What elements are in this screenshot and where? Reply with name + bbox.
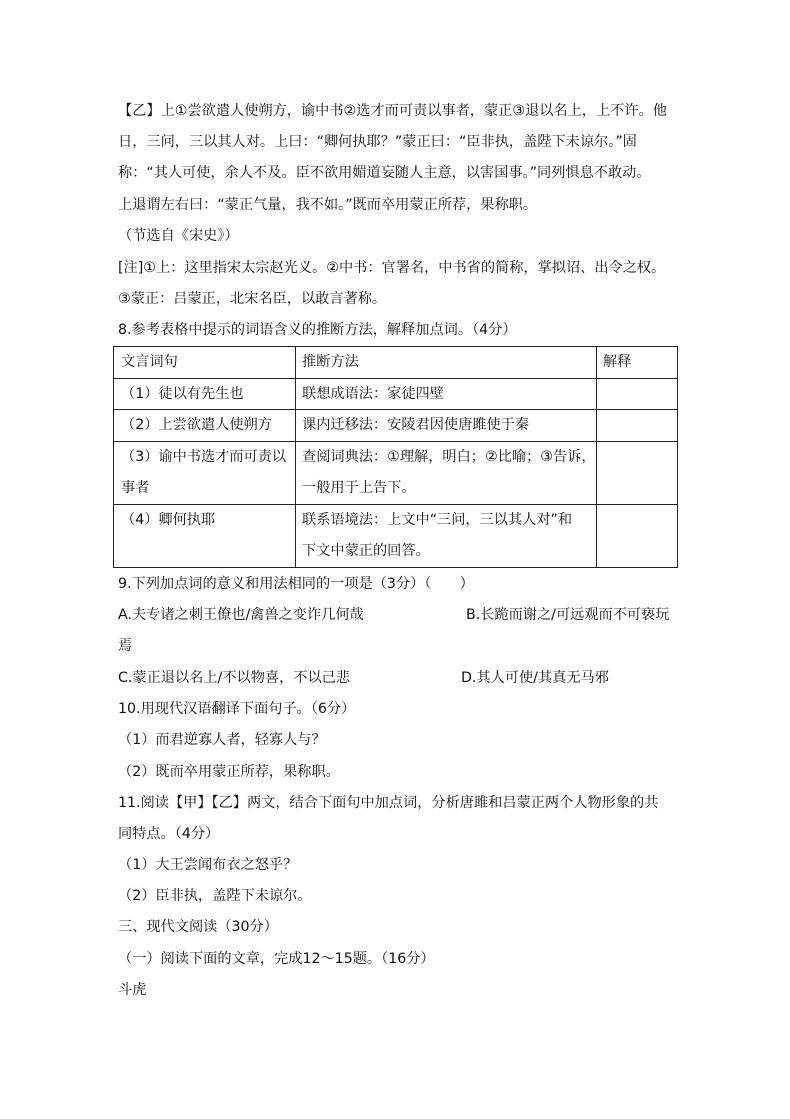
q11-item-1: （1）大王尝闻布衣之怒乎？: [118, 857, 298, 873]
q8-row-1-method: 联想成语法：家徒四壁: [302, 386, 444, 402]
q8-header-answer: 解释: [603, 354, 632, 370]
q10-prompt: 10.用现代汉语翻译下面句子。（6分）: [118, 701, 356, 717]
q11-prompt-line-1: 11.阅读【甲】【乙】两文，结合下面句中加点词，分析唐雎和吕蒙正两个人物形象的共: [118, 795, 659, 811]
q8-row-4-method-cont: 下文中蒙正的回答。: [302, 543, 430, 559]
q8-prompt: 8.参考表格中提示的词语含义的推断方法，解释加点词。（4分）: [118, 322, 517, 338]
passage-b-line-2: 日，三问，三以其人对。上曰：“卿何执耶？”蒙正曰：“臣非执，盖陛下未谅尔。”固: [118, 134, 637, 150]
section-3-subheading: （一）阅读下面的文章，完成12～15题。（16分）: [118, 951, 435, 967]
q10-item-2: （2）既而卒用蒙正所荐，果称职。: [118, 764, 340, 780]
passage-b-line-1: 【乙】上①尝欲遣人使朔方，谕中书②选才而可责以事者，蒙正③退以名上，上不许。他: [118, 103, 667, 119]
q8-row-3-phrase-cont: 事者: [121, 480, 150, 496]
passage-b-note-1: [注]①上：这里指宋太宗赵光义。②中书：官署名，中书省的简称，掌拟诏、出令之权。: [118, 260, 666, 276]
q11-item-2: （2）臣非执，盖陛下未谅尔。: [118, 888, 312, 904]
section-3-heading: 三、现代文阅读（30分）: [118, 919, 278, 935]
passage-b-note-2: ③蒙正：吕蒙正，北宋名臣，以敢言著称。: [118, 291, 387, 307]
q8-row-2-phrase: （2）上尝欲遣人使朔方: [121, 417, 272, 433]
q8-row-3-method-cont: 一般用于上告下。: [302, 480, 416, 496]
passage-b-line-3: 称：“其人可使，余人不及。臣不欲用媚道妄随人主意，以害国事。”同列惧息不敢动。: [118, 165, 651, 181]
q9-option-b: B.长跪而谢之/可远观而不可亵玩: [466, 607, 670, 623]
q11-prompt-line-2: 同特点。（4分）: [118, 826, 220, 842]
q9-option-c: C.蒙正退以名上/不以物喜，不以己悲: [118, 670, 351, 686]
q8-header-phrase: 文言词句: [121, 354, 178, 370]
article-title: 斗虎: [118, 982, 147, 998]
q8-row-3-method: 查阅词典法：①理解，明白；②比喻；③告诉，: [302, 449, 596, 465]
q9-option-d: D.其人可使/其真无马邪: [461, 670, 609, 686]
q9-option-a: A.夫专诸之刺王僚也/禽兽之变诈几何哉: [118, 607, 364, 623]
q9-option-b-cont: 焉: [118, 638, 133, 654]
q9-prompt: 9.下列加点词的意义和用法相同的一项是（3分）（ ）: [118, 576, 474, 592]
passage-b-source: （节选自《宋史》）: [118, 228, 239, 244]
q8-row-4-phrase: （4）卿何执耶: [121, 512, 216, 528]
q8-row-3-phrase: （3）谕中书选才而可责以: [121, 449, 287, 465]
q8-row-2-method: 课内迁移法：安陵君因使唐雎使于秦: [302, 417, 530, 433]
q8-header-method: 推断方法: [302, 354, 359, 370]
q8-row-1-phrase: （1）徒以有先生也: [121, 386, 244, 402]
q10-item-1: （1）而君逆寡人者，轻寡人与？: [118, 732, 326, 748]
passage-b-line-4: 上退谓左右曰：“蒙正气量，我不如。”既而卒用蒙正所荐，果称职。: [118, 197, 538, 213]
q8-row-4-method: 联系语境法：上文中“三问，三以其人对”和: [302, 512, 573, 528]
